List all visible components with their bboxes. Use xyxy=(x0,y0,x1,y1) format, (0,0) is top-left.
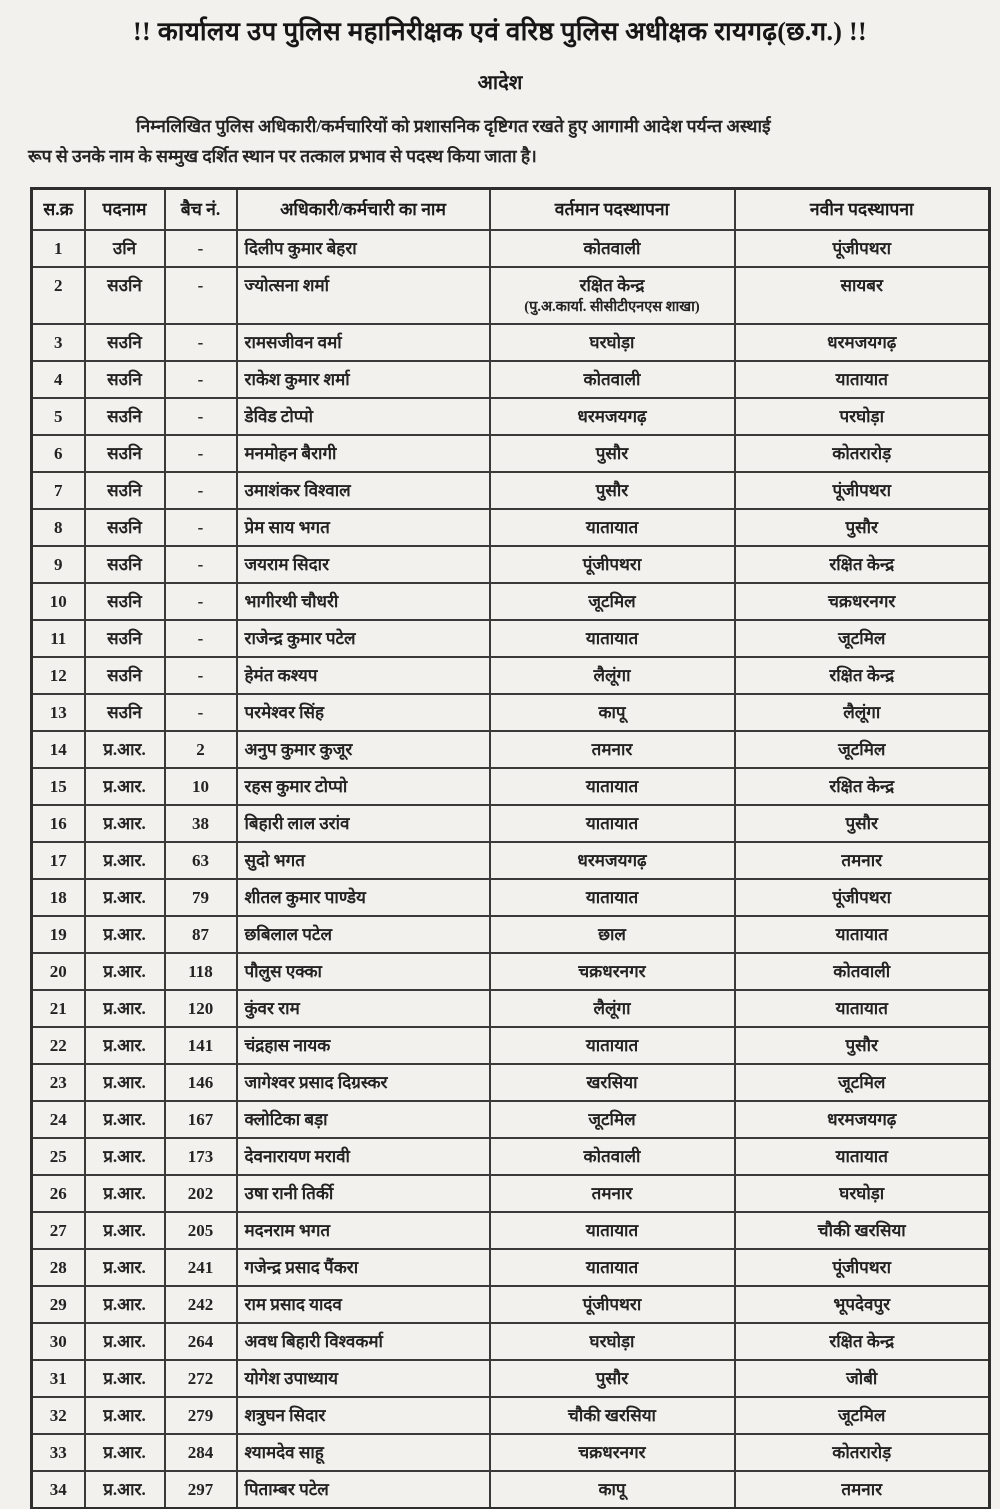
table-row xyxy=(32,1471,990,1509)
officer-name-cell: कुंवर राम xyxy=(237,990,490,1027)
batch-number-cell: 120 xyxy=(165,990,237,1027)
serial-cell: 23 xyxy=(32,1064,85,1101)
new-posting-cell: पुसौर xyxy=(735,805,990,842)
column-header: पदनाम xyxy=(85,189,165,231)
officer-name-cell: सुदो भगत xyxy=(237,842,490,879)
current-posting-cell: चक्रधरनगर xyxy=(490,953,735,990)
officer-name-cell: भागीरथी चौधरी xyxy=(237,583,490,620)
designation-cell: सउनि xyxy=(85,267,165,324)
current-posting-cell: यातायात xyxy=(490,1249,735,1286)
table-row xyxy=(32,509,990,546)
column-header: बैच नं. xyxy=(165,189,237,231)
current-posting-cell: यातायात xyxy=(490,879,735,916)
designation-cell: प्र.आर. xyxy=(85,768,165,805)
new-posting-cell: कोतरारोड़ xyxy=(735,1434,990,1471)
current-posting-cell: छाल xyxy=(490,916,735,953)
designation-cell: प्र.आर. xyxy=(85,1360,165,1397)
batch-number-cell: - xyxy=(165,435,237,472)
designation-cell: प्र.आर. xyxy=(85,1249,165,1286)
table-row xyxy=(32,230,990,267)
officer-name-cell: मनमोहन बैरागी xyxy=(237,435,490,472)
batch-number-cell: 2 xyxy=(165,731,237,768)
column-header: नवीन पदस्थापना xyxy=(735,189,990,231)
new-posting-cell: तमनार xyxy=(735,842,990,879)
designation-cell: प्र.आर. xyxy=(85,1471,165,1509)
officer-name-cell: दिलीप कुमार बेहरा xyxy=(237,230,490,267)
designation-cell: प्र.आर. xyxy=(85,805,165,842)
designation-cell: प्र.आर. xyxy=(85,1064,165,1101)
serial-cell: 10 xyxy=(32,583,85,620)
serial-cell: 20 xyxy=(32,953,85,990)
table-row xyxy=(32,805,990,842)
current-posting-cell: यातायात xyxy=(490,1212,735,1249)
serial-cell: 31 xyxy=(32,1360,85,1397)
current-posting-cell: यातायात xyxy=(490,805,735,842)
table-row xyxy=(32,324,990,361)
new-posting-cell: पुसौर xyxy=(735,1027,990,1064)
designation-cell: प्र.आर. xyxy=(85,1323,165,1360)
batch-number-cell: 79 xyxy=(165,879,237,916)
new-posting-cell: भूपदेवपुर xyxy=(735,1286,990,1323)
designation-cell: प्र.आर. xyxy=(85,1175,165,1212)
officer-name-cell: परमेश्वर सिंह xyxy=(237,694,490,731)
designation-cell: प्र.आर. xyxy=(85,731,165,768)
officer-name-cell: योगेश उपाध्याय xyxy=(237,1360,490,1397)
batch-number-cell: 87 xyxy=(165,916,237,953)
designation-cell: प्र.आर. xyxy=(85,916,165,953)
batch-number-cell: 205 xyxy=(165,1212,237,1249)
serial-cell: 12 xyxy=(32,657,85,694)
header-row xyxy=(32,189,990,231)
serial-cell: 33 xyxy=(32,1434,85,1471)
batch-number-cell: - xyxy=(165,324,237,361)
current-posting-cell: चक्रधरनगर xyxy=(490,1434,735,1471)
new-posting-cell: जूटमिल xyxy=(735,1397,990,1434)
officer-name-cell: जागेश्वर प्रसाद दिग्रस्कर xyxy=(237,1064,490,1101)
table-row xyxy=(32,731,990,768)
batch-number-cell: 242 xyxy=(165,1286,237,1323)
current-posting-cell: कोतवाली xyxy=(490,1138,735,1175)
current-posting-cell: धरमजयगढ़ xyxy=(490,842,735,879)
serial-cell: 4 xyxy=(32,361,85,398)
new-posting-cell: जूटमिल xyxy=(735,1064,990,1101)
batch-number-cell: - xyxy=(165,230,237,267)
serial-cell: 9 xyxy=(32,546,85,583)
current-posting-cell: घरघोड़ा xyxy=(490,324,735,361)
table-row xyxy=(32,1249,990,1286)
table-row xyxy=(32,768,990,805)
officer-name-cell: प्रेम साय भगत xyxy=(237,509,490,546)
new-posting-cell: कोतरारोड़ xyxy=(735,435,990,472)
officer-name-cell: उमाशंकर विश्वाल xyxy=(237,472,490,509)
batch-number-cell: 272 xyxy=(165,1360,237,1397)
designation-cell: प्र.आर. xyxy=(85,953,165,990)
officer-name-cell: शीतल कुमार पाण्डेय xyxy=(237,879,490,916)
serial-cell: 24 xyxy=(32,1101,85,1138)
table-row xyxy=(32,1360,990,1397)
serial-cell: 2 xyxy=(32,267,85,324)
designation-cell: प्र.आर. xyxy=(85,990,165,1027)
officer-name-cell: जयराम सिदार xyxy=(237,546,490,583)
designation-cell: प्र.आर. xyxy=(85,1138,165,1175)
new-posting-cell: चौकी खरसिया xyxy=(735,1212,990,1249)
new-posting-cell: रक्षित केन्द्र xyxy=(735,1323,990,1360)
officer-name-cell: बिहारी लाल उरांव xyxy=(237,805,490,842)
serial-cell: 17 xyxy=(32,842,85,879)
new-posting-cell: पूंजीपथरा xyxy=(735,1249,990,1286)
designation-cell: प्र.आर. xyxy=(85,1101,165,1138)
new-posting-cell: लैलूंगा xyxy=(735,694,990,731)
new-posting-cell: जूटमिल xyxy=(735,620,990,657)
table-row xyxy=(32,1027,990,1064)
serial-cell: 8 xyxy=(32,509,85,546)
current-posting-cell: पुसौर xyxy=(490,1360,735,1397)
current-posting-cell: कापू xyxy=(490,1471,735,1509)
table-row xyxy=(32,1286,990,1323)
serial-cell: 11 xyxy=(32,620,85,657)
batch-number-cell: 118 xyxy=(165,953,237,990)
current-posting-cell: यातायात xyxy=(490,620,735,657)
designation-cell: प्र.आर. xyxy=(85,1027,165,1064)
new-posting-cell: परघोड़ा xyxy=(735,398,990,435)
serial-cell: 18 xyxy=(32,879,85,916)
new-posting-cell: पूंजीपथरा xyxy=(735,472,990,509)
serial-cell: 19 xyxy=(32,916,85,953)
serial-cell: 30 xyxy=(32,1323,85,1360)
table-row xyxy=(32,583,990,620)
new-posting-cell: यातायात xyxy=(735,361,990,398)
officer-name-cell: छबिलाल पटेल xyxy=(237,916,490,953)
intro-paragraph xyxy=(28,111,974,171)
serial-cell: 14 xyxy=(32,731,85,768)
current-posting-cell: चौकी खरसिया xyxy=(490,1397,735,1434)
officer-name-cell: उषा रानी तिर्की xyxy=(237,1175,490,1212)
serial-cell: 29 xyxy=(32,1286,85,1323)
new-posting-cell: सायबर xyxy=(735,267,990,324)
batch-number-cell: 63 xyxy=(165,842,237,879)
officer-name-cell: पिताम्बर पटेल xyxy=(237,1471,490,1509)
serial-cell: 16 xyxy=(32,805,85,842)
serial-cell: 7 xyxy=(32,472,85,509)
designation-cell: सउनि xyxy=(85,657,165,694)
officer-name-cell: राजेन्द्र कुमार पटेल xyxy=(237,620,490,657)
table-row xyxy=(32,1101,990,1138)
intro-line-1: निम्नलिखित पुलिस अधिकारी/कर्मचारियों को प्रशासनिक दृष्टिगत रखते हुए आगामी आदेश पर्यन्त अस्थाई xyxy=(136,116,771,136)
serial-cell: 32 xyxy=(32,1397,85,1434)
serial-cell: 21 xyxy=(32,990,85,1027)
batch-number-cell: - xyxy=(165,546,237,583)
current-posting-cell: पुसौर xyxy=(490,472,735,509)
officer-name-cell: हेमंत कश्यप xyxy=(237,657,490,694)
serial-cell: 27 xyxy=(32,1212,85,1249)
current-posting-cell: पूंजीपथरा xyxy=(490,546,735,583)
officer-name-cell: डेविड टोप्पो xyxy=(237,398,490,435)
designation-cell: प्र.आर. xyxy=(85,842,165,879)
table-row xyxy=(32,267,990,324)
batch-number-cell: - xyxy=(165,398,237,435)
batch-number-cell: - xyxy=(165,267,237,324)
table-row xyxy=(32,546,990,583)
designation-cell: सउनि xyxy=(85,583,165,620)
designation-cell: उनि xyxy=(85,230,165,267)
table-row xyxy=(32,361,990,398)
batch-number-cell: - xyxy=(165,472,237,509)
table-row xyxy=(32,879,990,916)
officer-name-cell: देवनारायण मरावी xyxy=(237,1138,490,1175)
officer-name-cell: चंद्रहास नायक xyxy=(237,1027,490,1064)
serial-cell: 3 xyxy=(32,324,85,361)
designation-cell: सउनि xyxy=(85,435,165,472)
serial-cell: 6 xyxy=(32,435,85,472)
batch-number-cell: 241 xyxy=(165,1249,237,1286)
designation-cell: सउनि xyxy=(85,694,165,731)
batch-number-cell: 146 xyxy=(165,1064,237,1101)
page-title: !! कार्यालय उप पुलिस महानिरीक्षक एवं वरिष्ठ पुलिस अधीक्षक रायगढ़(छ.ग.) !! xyxy=(133,17,867,46)
new-posting-cell: रक्षित केन्द्र xyxy=(735,546,990,583)
batch-number-cell: 297 xyxy=(165,1471,237,1509)
new-posting-cell: यातायात xyxy=(735,916,990,953)
table-row xyxy=(32,1323,990,1360)
current-posting-cell: तमनार xyxy=(490,731,735,768)
designation-cell: प्र.आर. xyxy=(85,1286,165,1323)
current-posting-cell: यातायात xyxy=(490,1027,735,1064)
table-row xyxy=(32,620,990,657)
new-posting-cell: जोबी xyxy=(735,1360,990,1397)
current-posting-cell: पुसौर xyxy=(490,435,735,472)
table-row xyxy=(32,1434,990,1471)
current-posting-branch: (पु.अ.कार्या. सीसीटीएनएस शाखा) xyxy=(524,299,700,315)
table-row xyxy=(32,694,990,731)
new-posting-cell: तमनार xyxy=(735,1471,990,1509)
officer-name-cell: राम प्रसाद यादव xyxy=(237,1286,490,1323)
transfer-table xyxy=(30,187,991,1509)
table-row xyxy=(32,842,990,879)
batch-number-cell: 38 xyxy=(165,805,237,842)
designation-cell: सउनि xyxy=(85,620,165,657)
current-posting-cell: कोतवाली xyxy=(490,361,735,398)
new-posting-cell: पूंजीपथरा xyxy=(735,230,990,267)
table-row xyxy=(32,472,990,509)
new-posting-cell: कोतवाली xyxy=(735,953,990,990)
new-posting-cell: धरमजयगढ़ xyxy=(735,324,990,361)
designation-cell: प्र.आर. xyxy=(85,879,165,916)
new-posting-cell: पुसौर xyxy=(735,509,990,546)
table-row xyxy=(32,1212,990,1249)
table-row xyxy=(32,398,990,435)
officer-name-cell: रहस कुमार टोप्पो xyxy=(237,768,490,805)
batch-number-cell: - xyxy=(165,694,237,731)
officer-name-cell: पौलुस एक्का xyxy=(237,953,490,990)
current-posting-cell: जूटमिल xyxy=(490,583,735,620)
serial-cell: 5 xyxy=(32,398,85,435)
new-posting-cell: घरघोड़ा xyxy=(735,1175,990,1212)
serial-cell: 34 xyxy=(32,1471,85,1509)
serial-cell: 26 xyxy=(32,1175,85,1212)
current-posting-cell: कापू xyxy=(490,694,735,731)
new-posting-cell: रक्षित केन्द्र xyxy=(735,657,990,694)
officer-name-cell: रामसजीवन वर्मा xyxy=(237,324,490,361)
table-row xyxy=(32,916,990,953)
new-posting-cell: चक्रधरनगर xyxy=(735,583,990,620)
officer-name-cell: श्यामदेव साहू xyxy=(237,1434,490,1471)
officer-name-cell: ज्योत्सना शर्मा xyxy=(237,267,490,324)
batch-number-cell: 202 xyxy=(165,1175,237,1212)
batch-number-cell: - xyxy=(165,361,237,398)
batch-number-cell: 167 xyxy=(165,1101,237,1138)
table-row xyxy=(32,1064,990,1101)
officer-name-cell: अवध बिहारी विश्वकर्मा xyxy=(237,1323,490,1360)
batch-number-cell: 10 xyxy=(165,768,237,805)
table-row xyxy=(32,1138,990,1175)
column-header: स.क्र xyxy=(32,189,85,231)
officer-name-cell: क्लोटिका बड़ा xyxy=(237,1101,490,1138)
table-row xyxy=(32,1175,990,1212)
designation-cell: सउनि xyxy=(85,361,165,398)
current-posting-cell: कोतवाली xyxy=(490,230,735,267)
current-posting-cell: पूंजीपथरा xyxy=(490,1286,735,1323)
table-row xyxy=(32,953,990,990)
intro-line-2: रूप से उनके नाम के सम्मुख दर्शित स्थान पर तत्काल प्रभाव से पदस्थ किया जाता है। xyxy=(28,146,537,166)
current-posting-cell: लैलूंगा xyxy=(490,990,735,1027)
new-posting-cell: रक्षित केन्द्र xyxy=(735,768,990,805)
new-posting-cell: धरमजयगढ़ xyxy=(735,1101,990,1138)
serial-cell: 15 xyxy=(32,768,85,805)
designation-cell: सउनि xyxy=(85,472,165,509)
table-row xyxy=(32,435,990,472)
current-posting-cell xyxy=(490,267,735,324)
new-posting-cell: जूटमिल xyxy=(735,731,990,768)
batch-number-cell: 264 xyxy=(165,1323,237,1360)
batch-number-cell: - xyxy=(165,509,237,546)
current-posting-cell: धरमजयगढ़ xyxy=(490,398,735,435)
serial-cell: 1 xyxy=(32,230,85,267)
new-posting-cell: यातायात xyxy=(735,990,990,1027)
officer-name-cell: मदनराम भगत xyxy=(237,1212,490,1249)
serial-cell: 22 xyxy=(32,1027,85,1064)
designation-cell: सउनि xyxy=(85,546,165,583)
designation-cell: प्र.आर. xyxy=(85,1434,165,1471)
current-posting-cell: जूटमिल xyxy=(490,1101,735,1138)
batch-number-cell: - xyxy=(165,583,237,620)
order-heading: आदेश xyxy=(477,72,523,94)
officer-name-cell: गजेन्द्र प्रसाद पैंकरा xyxy=(237,1249,490,1286)
officer-name-cell: अनुप कुमार कुजूर xyxy=(237,731,490,768)
current-posting-cell: यातायात xyxy=(490,509,735,546)
current-posting-cell: तमनार xyxy=(490,1175,735,1212)
batch-number-cell: - xyxy=(165,657,237,694)
batch-number-cell: 284 xyxy=(165,1434,237,1471)
column-header: अधिकारी/कर्मचारी का नाम xyxy=(237,189,490,231)
table-body xyxy=(32,230,990,1509)
current-posting-cell: लैलूंगा xyxy=(490,657,735,694)
batch-number-cell: 279 xyxy=(165,1397,237,1434)
designation-cell: सउनि xyxy=(85,324,165,361)
serial-cell: 13 xyxy=(32,694,85,731)
officer-name-cell: शत्रुघन सिदार xyxy=(237,1397,490,1434)
batch-number-cell: 141 xyxy=(165,1027,237,1064)
column-header: वर्तमान पदस्थापना xyxy=(490,189,735,231)
designation-cell: प्र.आर. xyxy=(85,1212,165,1249)
serial-cell: 28 xyxy=(32,1249,85,1286)
designation-cell: सउनि xyxy=(85,398,165,435)
current-posting-cell: घरघोड़ा xyxy=(490,1323,735,1360)
batch-number-cell: 173 xyxy=(165,1138,237,1175)
current-posting-cell: खरसिया xyxy=(490,1064,735,1101)
table-row xyxy=(32,657,990,694)
table-row xyxy=(32,1397,990,1434)
new-posting-cell: पूंजीपथरा xyxy=(735,879,990,916)
serial-cell: 25 xyxy=(32,1138,85,1175)
designation-cell: प्र.आर. xyxy=(85,1397,165,1434)
current-posting-cell: यातायात xyxy=(490,768,735,805)
current-posting-main: रक्षित केन्द्र xyxy=(579,276,645,295)
batch-number-cell: - xyxy=(165,620,237,657)
table-row xyxy=(32,990,990,1027)
designation-cell: सउनि xyxy=(85,509,165,546)
new-posting-cell: यातायात xyxy=(735,1138,990,1175)
officer-name-cell: राकेश कुमार शर्मा xyxy=(237,361,490,398)
